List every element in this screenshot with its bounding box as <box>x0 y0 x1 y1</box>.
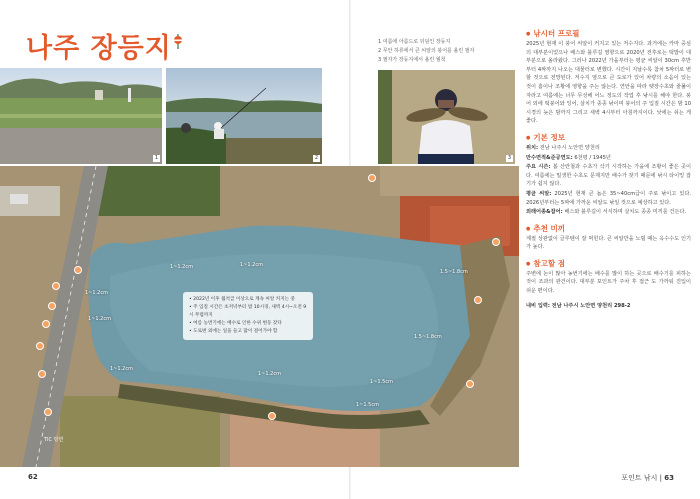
notes-body: 주변에 논이 많아 농번기에는 배수를 많이 하는 곳으로 배수기를 피하는 것이 조과의 관건이다. 대부분 포인트가 주차 후 접근 도 가까워 진입이 쉬운 편이다. <box>526 270 691 295</box>
road-direction-label: TIC 방면 <box>44 437 64 443</box>
basic-item <box>526 208 691 217</box>
basic-item-label: 만수면적&준공연도: <box>526 154 573 161</box>
caption-2: 2 무안 하류에서 큰 씨알의 붕어를 올린 필자 <box>378 48 475 54</box>
caption-3: 3 필자가 장등지에서 올린 월척 <box>378 57 446 63</box>
basic-item-text: 2025년 현재 큰 놈은 35~40cm급이 주로 낚이고 있다. 2026년부터는 5짜에 가까운 씨알도 낚일 것으로 예상하고 있다. <box>526 190 691 206</box>
photo-number-3: 3 <box>507 155 512 161</box>
info-item: • 2022년 이후 월척급 이상으로 계속 씨알 커지는 중 <box>189 296 307 304</box>
article-column <box>526 28 691 311</box>
basic-item-label: 외래어종&잡어: <box>526 209 563 216</box>
info-item: • 도로변 외에는 일을 들고 많이 걸어가야 함 <box>189 328 307 336</box>
depth-label: 1~1.2cm <box>110 366 133 372</box>
depth-label: 1~1.5cm <box>356 402 379 408</box>
fishing-bobber-icon <box>172 34 184 50</box>
section-heading-notes: ● 참고할 점 <box>526 258 691 270</box>
depth-label: 1~1.2cm <box>88 316 111 322</box>
photo-2-scene <box>166 68 322 164</box>
navigation-address <box>526 302 691 311</box>
basic-item <box>526 190 691 207</box>
section-heading-bait: ● 추천 미끼 <box>526 223 691 235</box>
depth-label: 1~1.2cm <box>258 371 281 377</box>
basic-item-text: 전남 나주시 노안면 양천리 <box>539 144 600 151</box>
info-item: • 여름 농번기에는 배수로 인한 수위 변동 잦다 <box>189 320 307 328</box>
basic-item <box>526 163 691 189</box>
reservoir-info-box <box>183 292 313 340</box>
page-number-right <box>621 473 674 483</box>
section-heading-basic: ● 기본 정보 <box>526 132 691 144</box>
photo-angler-downstream <box>166 68 322 164</box>
address-label: 내비 입력: <box>526 302 550 309</box>
section-heading-profile: ● 낚시터 프로필 <box>526 28 691 40</box>
photo-captions <box>378 38 518 65</box>
photo-reservoir-summer <box>0 68 162 164</box>
basic-item-text: 배스와 블루길이 서식하며 살치도 종종 미끼를 건든다. <box>564 209 687 216</box>
depth-label: 1.5~1.8cm <box>440 269 468 275</box>
photo-1-scene <box>0 68 162 164</box>
depth-label: 1.5~1.8cm <box>414 334 442 340</box>
basic-item-text: 봄 산란철과 수초가 삭기 시작하는 가을에 조황이 좋은 곳이다. 여름에는 밀생한 수초도 문제지만 배수가 잦기 때문에 낚시 타이밍 잡기가 쉽지 않다. <box>526 164 691 188</box>
basic-item-label: 주요 시즌: <box>526 164 551 171</box>
depth-label: 1~1.2cm <box>85 290 108 296</box>
depth-label: 1~1.2cm <box>240 262 263 268</box>
info-item: • 주 입질 시간은 초저녁부터 밤 10시경, 새벽 4시~오전 9시 무렵까지 <box>189 304 307 320</box>
photo-angler-with-carp <box>378 70 515 164</box>
address-text: 전남 나주시 노안면 양천리 298-2 <box>551 302 631 309</box>
basic-item <box>526 144 691 153</box>
depth-label: 1~1.5cm <box>370 379 393 385</box>
page-title: 나주 장등지 <box>26 33 172 64</box>
section-name: 포인트 낚시 | <box>621 474 665 482</box>
basic-item-label: 위치: <box>526 144 539 151</box>
photo-3-scene <box>378 70 515 164</box>
caption-1: 1 여름에 아름드로 뒤덮인 장등지 <box>378 39 451 45</box>
basic-item-label: 평균 씨알: <box>526 190 552 197</box>
bait-body: 계절 상관없이 글루텐이 잘 먹힌다. 큰 씨알만을 노릴 때는 옥수수도 인기가 높다. <box>526 235 691 251</box>
photo-number-1: 1 <box>154 155 159 161</box>
basic-item <box>526 154 691 163</box>
photo-number-2: 2 <box>314 155 319 161</box>
depth-label: 1~1.2cm <box>170 264 193 270</box>
page-number: 63 <box>664 474 674 482</box>
page-number-left: 62 <box>28 473 38 481</box>
profile-body: 2025년 현재 이 붕어 씨알이 커지고 있는 저수지다. 과거에는 카마 중심의 대부분이었으나 배스와 블루길 영향으로 2020년 전후로는 떡밥이 대부분으로 올라왔다. 그러나 2022년 가을부터는 평균 씨알이 30cm 후반부터 4짜까지 나오는 대물터로 변했다. 시간이 지날수록 참차 5짜터로 변할 것으로 전망된다. 저수지 옆으로 큰 도로가 있어 차량의 소음이 있는 것이 흠이나 조황에 영향을 주는 않는다. 연안을 따라 뗏장수초와 줄풀이 자라고 여름에는 너무 무성해 어느 정도의 작업 후 낚시를 해야 한다. 붕어 외에 떡붕어와 잉어, 살치가 종종 낚이며 붕어의 주 입질 시간은 밤 10시경의 늦은 밤까지 그리고 새벽 4시부터 아침까지이다. 낮에는 쉬는 게 좋다. <box>526 41 691 125</box>
basic-item-text: 6천평 / 1945년 <box>574 154 611 161</box>
